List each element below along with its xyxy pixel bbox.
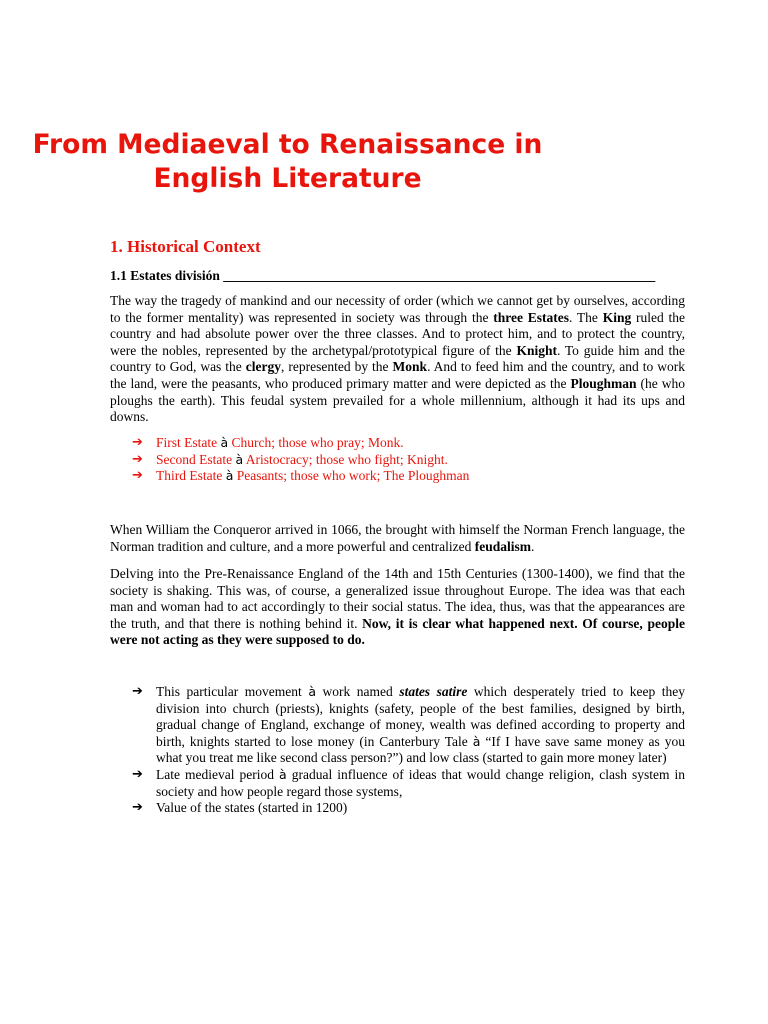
bold-king: King (602, 309, 632, 325)
paragraph-pre-renaissance (110, 566, 685, 649)
estate-description: Church; those who pray; Monk. (228, 435, 404, 450)
paragraph-estates (110, 293, 685, 426)
arrow-icon: ➔ (132, 800, 143, 816)
text-run: ruled the country and had absolute power over the three classes. And to protect him, and to protect the country, were the nobles, represented by the archetypal/prototypical figure of the (110, 309, 685, 358)
estate-description: Aristocracy; those who fight; Knight. (243, 451, 448, 467)
arrow-icon: ➔ (132, 451, 143, 467)
text-run: , represented by the (281, 359, 393, 375)
text-run: Value of the states (started in 1200) (156, 800, 348, 816)
bold-knight: Knight (516, 342, 557, 358)
symbol-arrow: à (220, 435, 229, 450)
estate-name: First Estate (156, 435, 221, 450)
estate-description: Peasants; those who work; The Ploughman (233, 468, 470, 484)
bold-conclusion: Now, it is clear what happened next. Of course, people were not acting as they were supposed to do. (110, 615, 685, 648)
symbol-arrow: à (308, 684, 316, 699)
estate-name: Second Estate (156, 451, 236, 467)
subsection-heading: 1.1 Estates división ________________________________________________________________ (110, 268, 656, 283)
bold-feudalism: feudalism (474, 538, 531, 554)
text-run: This particular movement (156, 684, 309, 699)
bold-monk: Monk (392, 359, 428, 375)
symbol-arrow: à (235, 451, 244, 467)
list-item-third-estate (132, 468, 692, 485)
symbol-arrow: à (225, 468, 234, 484)
text-run: which desperately tried to keep they division into church (priests), knights (safety, people of the best families, designed by birth, gradual change of England, exchange of money, wealth was defined according to property and birth, knights started to lose money (in Canterbury Tale (156, 684, 685, 749)
bold-italic-states-satire: states satire (399, 684, 468, 699)
list-item-states-satire (132, 684, 685, 767)
paragraph-william (110, 522, 685, 555)
text-run: . To guide him and the country to God, was the (110, 342, 685, 375)
arrow-icon: ➔ (132, 684, 143, 699)
text-run: The way the tragedy of mankind and our necessity of order (which we cannot get by ourselves, according to the former mentality) was represented in society was through the (110, 293, 685, 325)
text-run: Late medieval period (156, 766, 280, 782)
notes-list (132, 684, 685, 817)
bold-clergy: clergy (245, 359, 282, 375)
document-title: From Mediaeval to Renaissance in English Literature (32, 129, 543, 194)
symbol-arrow: à (279, 766, 287, 782)
estates-list (132, 435, 692, 485)
text-run: (he who ploughs the earth). This feudal system prevailed for a whole millennium, although it had its ups and downs. (110, 375, 685, 425)
estate-name: Third Estate (156, 468, 226, 484)
text-run: When William the Conqueror arrived in 1066, the brought with himself the Norman French language, the Norman tradition and culture, and a more powerful and centralized (110, 522, 685, 554)
text-run: . The (569, 309, 603, 325)
text-run: . (531, 538, 535, 554)
list-item-value-states (132, 800, 685, 817)
text-run: work named (315, 684, 400, 699)
arrow-icon: ➔ (132, 766, 143, 782)
section-heading: 1. Historical Context (110, 237, 261, 256)
list-item-second-estate (132, 452, 692, 469)
symbol-arrow: à (472, 733, 481, 749)
list-item-first-estate (132, 435, 692, 452)
arrow-icon: ➔ (132, 435, 143, 450)
list-item-late-medieval (132, 767, 685, 800)
text-run: “If I have save same money as you what you treat me like second class person?”) and low class (started to gain more money later) (156, 733, 685, 766)
text-run: . And to feed him and the country, and to work the land, were the peasants, who produced primary matter and were depicted as the (110, 359, 685, 391)
arrow-icon: ➔ (132, 468, 143, 484)
text-run: Delving into the Pre-Renaissance England of the 14th and 15th Centuries (1300-1400), we find that the society is shaking. This was, of course, a generalized issue throughout Europe. The idea was that each man and woman had to act accordingly to their social status. The idea, thus, was that the appearances are the truth, and that there is nothing behind it. (110, 566, 685, 631)
bold-three-estates: three Estates (493, 309, 569, 325)
bold-ploughman: Ploughman (570, 375, 637, 391)
text-run: gradual influence of ideas that would change religion, clash system in society and how people regard those systems, (156, 766, 685, 799)
